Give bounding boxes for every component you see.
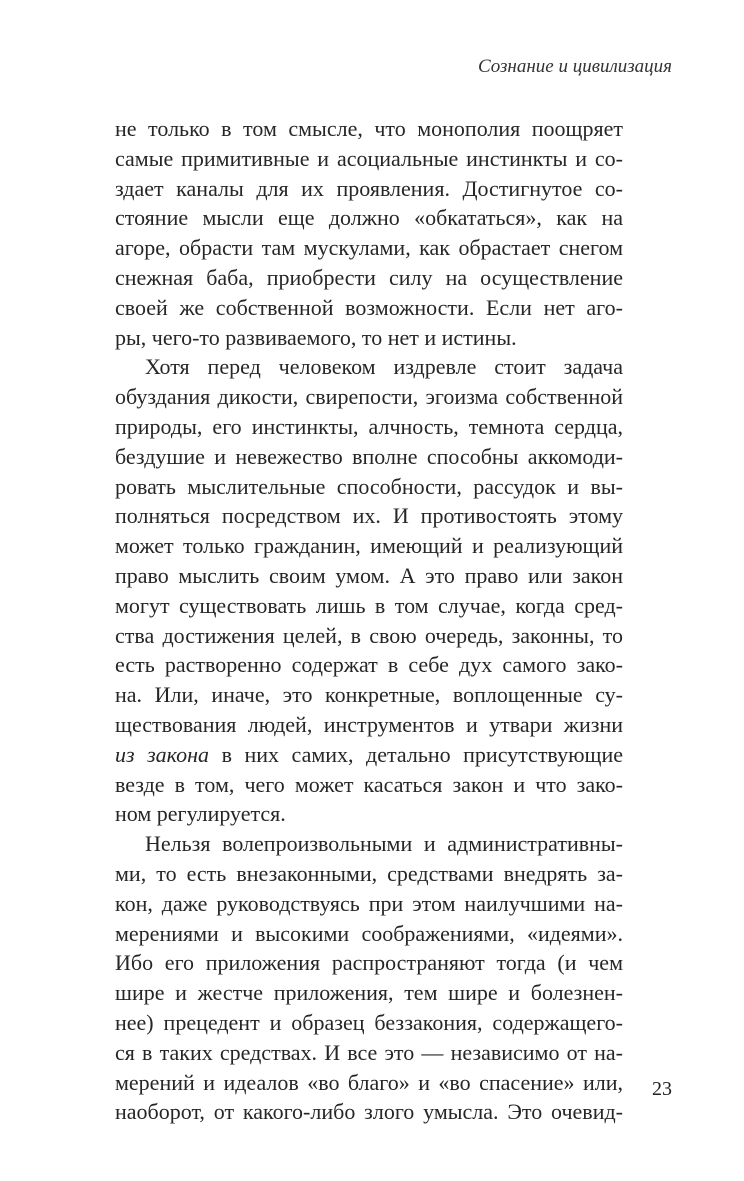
text-line: шире и жестче приложения, тем шире и болезнен- bbox=[115, 980, 623, 1006]
text-line: может только гражданин, имеющий и реализующий bbox=[115, 533, 623, 559]
paragraph-3 bbox=[115, 829, 623, 1127]
text-line: мерениями и высокими соображениями, «идеями». bbox=[115, 920, 623, 946]
text-line: здает каналы для их проявления. Достигнутое со- bbox=[115, 175, 623, 201]
text-line: Ибо его приложения распространяют тогда (и чем bbox=[115, 950, 623, 976]
text-line: снежная баба, приобрести силу на осуществление bbox=[115, 264, 623, 290]
text-line: ровать мыслительные способности, рассудок и вы- bbox=[115, 473, 623, 499]
italic-emphasis: из закона bbox=[115, 741, 210, 767]
running-header: Сознание и цивилизация bbox=[477, 56, 672, 77]
text-line: ном регулируется. bbox=[115, 801, 286, 827]
text-line: не только в том смысле, что монополия поощряет bbox=[115, 116, 623, 141]
text-span: в них самих, детально присутствующие bbox=[221, 741, 623, 767]
text-line: мерений и идеалов «во благо» и «во спасение» или, bbox=[115, 1069, 623, 1095]
page-number: 23 bbox=[652, 1078, 672, 1100]
text-line: кон, даже руководствуясь при этом наилучшими на- bbox=[115, 890, 623, 916]
text-line: агоре, обрасти там мускулами, как обрастает снегом bbox=[115, 235, 623, 261]
text-line: ществования людей, инструментов и утвари жизни bbox=[115, 711, 623, 737]
paragraph-2 bbox=[115, 352, 623, 829]
body-text bbox=[115, 114, 623, 1127]
text-line bbox=[115, 740, 623, 770]
text-line: бездушие и невежество вполне способны аккомоди- bbox=[115, 443, 623, 469]
text-line: ми, то есть внезаконными, средствами внедрять за- bbox=[115, 860, 623, 886]
text-line: Хотя перед человеком издревле стоит задача bbox=[145, 354, 623, 380]
text-line: стояние мысли еще должно «обкататься», как на bbox=[115, 205, 623, 231]
text-line: на. Или, иначе, это конкретные, воплощенные су- bbox=[115, 682, 623, 708]
text-line: ства достижения целей, в свою очередь, законны, то bbox=[115, 622, 623, 648]
text-line: Нельзя волепроизвольными и административны- bbox=[145, 831, 623, 857]
text-line: ся в таких средствах. И все это — независимо от на- bbox=[115, 1039, 623, 1065]
text-line: наоборот, от какого-либо злого умысла. Это очевид- bbox=[115, 1099, 623, 1125]
text-line: природы, его инстинкты, алчность, темнота сердца, bbox=[115, 413, 623, 439]
paragraph-1 bbox=[115, 114, 623, 352]
text-line: есть растворенно содержат в себе дух самого зако- bbox=[115, 652, 623, 678]
text-line: везде в том, чего может касаться закон и что зако- bbox=[115, 771, 623, 797]
text-line: нее) прецедент и образец беззакония, содержащего- bbox=[115, 1009, 623, 1035]
text-line: ры, чего-то развиваемого, то нет и истины. bbox=[115, 324, 517, 350]
text-line: своей же собственной возможности. Если нет аго- bbox=[115, 294, 623, 320]
text-line: могут существовать лишь в том случае, когда сред- bbox=[115, 592, 623, 618]
text-line: полняться посредством их. И противостоять этому bbox=[115, 503, 623, 529]
text-line: обуздания дикости, свирепости, эгоизма собственной bbox=[115, 384, 623, 410]
text-line: право мыслить своим умом. А это право или закон bbox=[115, 562, 623, 588]
text-line: самые примитивные и асоциальные инстинкты и со- bbox=[115, 145, 623, 171]
